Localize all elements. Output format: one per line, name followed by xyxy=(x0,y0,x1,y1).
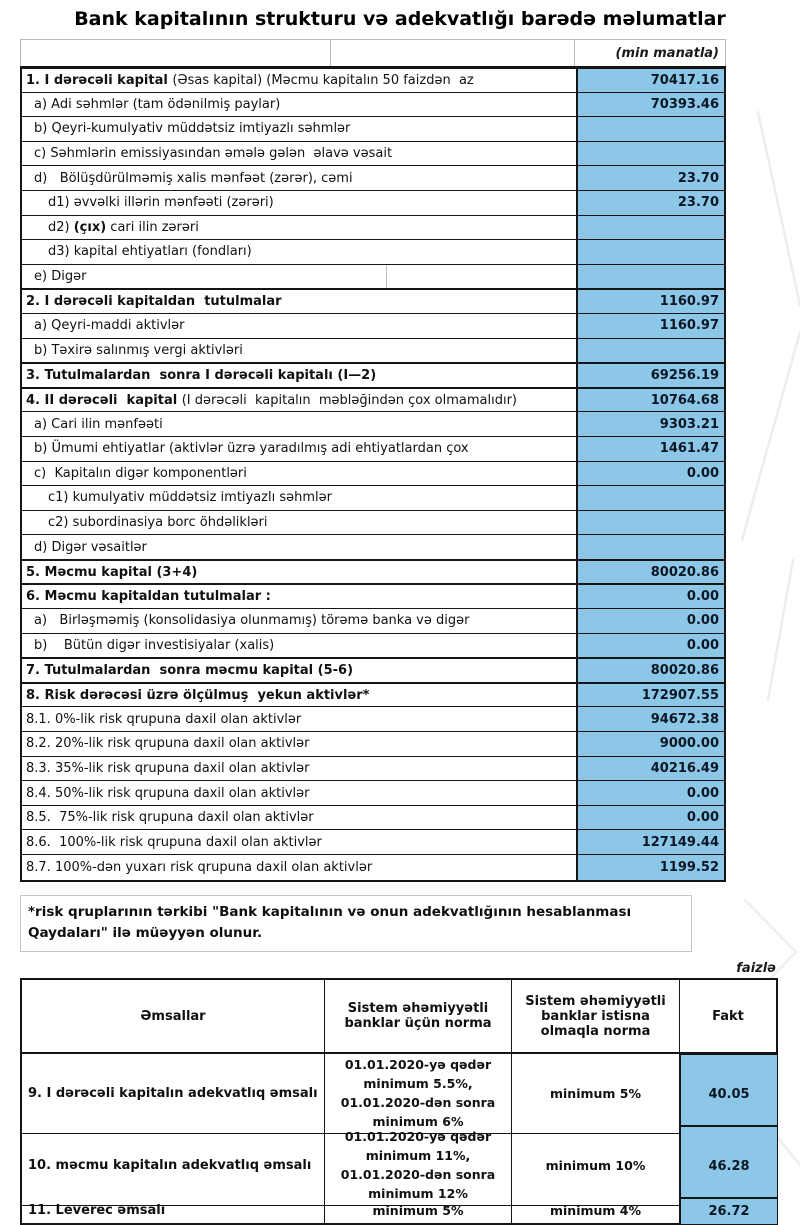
row-label xyxy=(22,585,576,609)
table-row xyxy=(22,437,724,462)
unit-label-min-manatla: (min manatla) xyxy=(615,45,719,61)
table1-header-row xyxy=(20,39,726,66)
row-label xyxy=(22,806,576,831)
row-label-segment: 8. Risk dərəcəsi üzrə ölçülmuş yekun aktivlər* xyxy=(26,687,370,703)
table2-header-row xyxy=(22,980,776,1054)
capital-structure-table xyxy=(20,39,726,882)
row-label-segment: 1. I dərəcəli kapital xyxy=(26,72,173,88)
row-label-segment: 5. Məcmu kapital (3+4) xyxy=(26,564,198,580)
table-row xyxy=(22,855,724,880)
row-label xyxy=(22,240,576,265)
row-value xyxy=(576,117,724,142)
row-label xyxy=(22,290,576,314)
row-label xyxy=(22,117,576,142)
table-row xyxy=(22,584,724,609)
table-row xyxy=(22,634,724,659)
row-label-segment: 6. Məcmu kapitaldan tutulmalar : xyxy=(26,589,271,605)
row-label-segment: d3) kapital ehtiyatları (fondları) xyxy=(48,244,252,260)
fact-value: 26.72 xyxy=(679,1197,777,1224)
row-value xyxy=(576,240,724,265)
row-label-segment: c2) subordinasiya borc öhdəlikləri xyxy=(48,514,268,530)
row-value: 1199.52 xyxy=(576,855,724,880)
row-label xyxy=(22,314,576,339)
row-value xyxy=(576,535,724,560)
table-row xyxy=(22,363,724,388)
row-label-segment: 8.2. 20%-lik risk qrupuna daxil olan aktivlər xyxy=(26,736,310,752)
row-value: 1461.47 xyxy=(576,437,724,462)
row-value xyxy=(576,511,724,536)
row-label-segment: c1) kumulyativ müddətsiz imtiyazlı səhmlər xyxy=(48,490,332,506)
row-value: 70393.46 xyxy=(576,93,724,118)
table-row xyxy=(22,1054,776,1129)
row-label xyxy=(22,216,576,241)
table-row xyxy=(22,707,724,732)
row-value: 0.00 xyxy=(576,585,724,609)
table-row xyxy=(22,757,724,782)
norm-systemic-value: 01.01.2020-yə qədər minimum 5.5%, 01.01.2020-dən sonra minimum 6% xyxy=(325,1054,512,1134)
table1-header-empty-cell-2 xyxy=(331,40,575,66)
row-label-segment: 8.4. 50%-lik risk qrupuna daxil olan aktivlər xyxy=(26,785,310,801)
row-value: 0.00 xyxy=(576,806,724,831)
fact-value: 40.05 xyxy=(679,1053,777,1135)
table-row xyxy=(22,658,724,683)
row-value: 0.00 xyxy=(576,609,724,634)
table-row xyxy=(22,216,724,241)
table-row xyxy=(22,68,724,93)
row-label-segment: b) Bütün digər investisiyalar (xalis) xyxy=(34,637,275,653)
row-value: 127149.44 xyxy=(576,830,724,855)
row-value: 80020.86 xyxy=(576,561,724,585)
table-row xyxy=(22,339,724,364)
fact-value: 46.28 xyxy=(679,1125,777,1207)
row-value xyxy=(576,142,724,167)
norm-systemic-value: minimum 5% xyxy=(325,1198,512,1223)
table1-unit-cell xyxy=(575,40,723,66)
row-label xyxy=(22,486,576,511)
table-row xyxy=(22,609,724,634)
table-row xyxy=(22,732,724,757)
row-label-segment: cari ilin zərəri xyxy=(106,219,199,235)
row-label-segment: c) Səhmlərin emissiyasından əmələ gələn əlavə vəsait xyxy=(34,146,393,162)
table-row xyxy=(22,388,724,413)
row-label: 11. Leverec əmsalı xyxy=(22,1198,325,1223)
table-row xyxy=(22,1198,776,1223)
unit-label-faizle: faizlə xyxy=(736,961,776,977)
row-value: 40216.49 xyxy=(576,757,724,782)
norm-systemic-value: 01.01.2020-yə qədər minimum 11%, 01.01.2020-dən sonra minimum 12% xyxy=(325,1126,512,1206)
row-label-segment: 8.3. 35%-lik risk qrupuna daxil olan aktivlər xyxy=(26,760,310,776)
header-norm-non-systemic: Sistem əhəmiyyətli banklar istisna olmaqla norma xyxy=(512,980,680,1054)
table-row xyxy=(22,830,724,855)
row-label xyxy=(22,535,576,560)
row-label xyxy=(22,339,576,364)
row-label-segment: 8.5. 75%-lik risk qrupuna daxil olan aktivlər xyxy=(26,810,314,826)
row-value: 9000.00 xyxy=(576,732,724,757)
row-label-segment: c) Kapitalın digər komponentləri xyxy=(34,465,247,481)
table-row xyxy=(22,781,724,806)
table-row xyxy=(22,240,724,265)
table-row xyxy=(22,412,724,437)
table-row xyxy=(22,142,724,167)
row-label-segment: (I dərəcəli kapitalın məbləğindən çox olmamalıdır) xyxy=(181,392,517,408)
header-fact: Fakt xyxy=(680,980,776,1054)
table-row xyxy=(22,511,724,536)
row-label-segment: d) Digər vəsaitlər xyxy=(34,539,147,555)
table-row xyxy=(22,462,724,487)
row-label-segment: 7. Tutulmalardan sonra məcmu kapital (5-6) xyxy=(26,663,354,679)
row-label xyxy=(22,855,576,880)
row-value xyxy=(576,339,724,364)
table-row xyxy=(22,93,724,118)
row-label-segment: d) Bölüşdürülməmiş xalis mənfəət (zərər), cəmi xyxy=(34,170,353,186)
row-label-segment: b) Ümumi ehtiyatlar (aktivlər üzrə yaradılmış adi ehtiyatlardan çox xyxy=(34,441,469,457)
row-value: 69256.19 xyxy=(576,364,724,388)
table-row xyxy=(22,166,724,191)
row-value: 70417.16 xyxy=(576,69,724,93)
table1-header-empty-cell-1 xyxy=(21,40,331,66)
table-row xyxy=(22,117,724,142)
row-value xyxy=(576,486,724,511)
row-value: 94672.38 xyxy=(576,707,724,732)
row-value: 0.00 xyxy=(576,462,724,487)
table-row xyxy=(22,806,724,831)
row-label-segment: d2) xyxy=(48,219,74,235)
row-value: 10764.68 xyxy=(576,389,724,413)
row-label-segment: (çıx) xyxy=(73,219,107,235)
row-value: 172907.55 xyxy=(576,684,724,708)
row-label-segment: 8.7. 100%-dən yuxarı risk qrupuna daxil olan aktivlər xyxy=(26,859,373,875)
row-label-segment: a) Qeyri-maddi aktivlər xyxy=(34,318,185,334)
row-value: 80020.86 xyxy=(576,659,724,683)
row-label-segment: 8.6. 100%-lik risk qrupuna daxil olan aktivlər xyxy=(26,834,322,850)
row-label xyxy=(22,561,576,585)
table-row xyxy=(22,289,724,314)
row-value: 0.00 xyxy=(576,634,724,659)
table-row xyxy=(22,191,724,216)
table-row xyxy=(22,265,724,290)
row-label xyxy=(22,69,576,93)
row-label-segment: a) Adi səhmlər (tam ödənilmiş paylar) xyxy=(34,96,281,112)
table-row xyxy=(22,683,724,708)
row-value xyxy=(576,216,724,241)
row-label-segment: 3. Tutulmalardan sonra I dərəcəli kapitalı (I—2) xyxy=(26,367,377,383)
footnote: *risk qruplarının tərkibi "Bank kapitalının və onun adekvatlığının hesablanması Qaydaları" ilə müəyyən olunur. xyxy=(20,895,692,953)
row-value: 1160.97 xyxy=(576,314,724,339)
row-label xyxy=(22,830,576,855)
row-label xyxy=(22,93,576,118)
cell-divider xyxy=(386,265,576,289)
row-label xyxy=(22,364,576,388)
row-value: 23.70 xyxy=(576,166,724,191)
row-label-segment: 2. I dərəcəli kapitaldan tutulmalar xyxy=(26,294,282,310)
row-label-segment: b) Təxirə salınmış vergi aktivləri xyxy=(34,342,243,358)
row-label-segment: d1) əvvəlki illərin mənfəəti (zərəri) xyxy=(48,195,274,211)
row-label xyxy=(22,462,576,487)
norm-non-systemic-value: minimum 10% xyxy=(512,1126,680,1206)
adequacy-ratios-table xyxy=(20,978,778,1225)
row-label-segment: 8.1. 0%-lik risk qrupuna daxil olan aktivlər xyxy=(26,711,302,727)
row-label: 9. I dərəcəli kapitalın adekvatlıq əmsalı xyxy=(22,1054,325,1134)
table-row xyxy=(22,314,724,339)
row-value: 9303.21 xyxy=(576,412,724,437)
row-label-segment: b) Qeyri-kumulyativ müddətsiz imtiyazlı səhmlər xyxy=(34,121,351,137)
table1-body xyxy=(20,66,726,882)
row-label xyxy=(22,412,576,437)
table-row xyxy=(22,535,724,560)
row-label xyxy=(22,684,576,708)
page-title: Bank kapitalının strukturu və adekvatlığı barədə məlumatlar xyxy=(74,8,726,30)
table-row xyxy=(22,1126,776,1201)
row-label xyxy=(22,142,576,167)
row-value: 1160.97 xyxy=(576,290,724,314)
row-label xyxy=(22,166,576,191)
row-label-segment: e) Digər xyxy=(34,269,87,285)
row-label xyxy=(22,609,576,634)
row-label-segment: a) Cari ilin mənfəəti xyxy=(34,416,163,432)
row-value: 0.00 xyxy=(576,781,724,806)
row-label xyxy=(22,437,576,462)
row-label: 10. məcmu kapitalın adekvatlıq əmsalı xyxy=(22,1126,325,1206)
header-coefficients: Əmsallar xyxy=(22,980,325,1054)
row-label xyxy=(22,511,576,536)
row-label xyxy=(22,191,576,216)
row-label-segment: (Əsas kapital) (Məcmu kapitalın 50 faizdən az xyxy=(172,72,474,88)
row-value: 23.70 xyxy=(576,191,724,216)
row-value xyxy=(576,265,724,290)
row-label xyxy=(22,757,576,782)
row-label xyxy=(22,634,576,659)
table-row xyxy=(22,560,724,585)
header-norm-systemic: Sistem əhəmiyyətli banklar üçün norma xyxy=(325,980,512,1054)
table-row xyxy=(22,486,724,511)
row-label xyxy=(22,659,576,683)
row-label xyxy=(22,389,576,413)
norm-non-systemic-value: minimum 5% xyxy=(512,1054,680,1134)
row-label xyxy=(22,732,576,757)
row-label-segment: 4. II dərəcəli kapital xyxy=(26,392,182,408)
norm-non-systemic-value: minimum 4% xyxy=(512,1198,680,1223)
row-label-segment: a) Birləşməmiş (konsolidasiya olunmamış) törəmə banka və digər xyxy=(34,613,470,629)
row-label xyxy=(22,781,576,806)
row-label xyxy=(22,707,576,732)
row-label xyxy=(22,265,576,290)
